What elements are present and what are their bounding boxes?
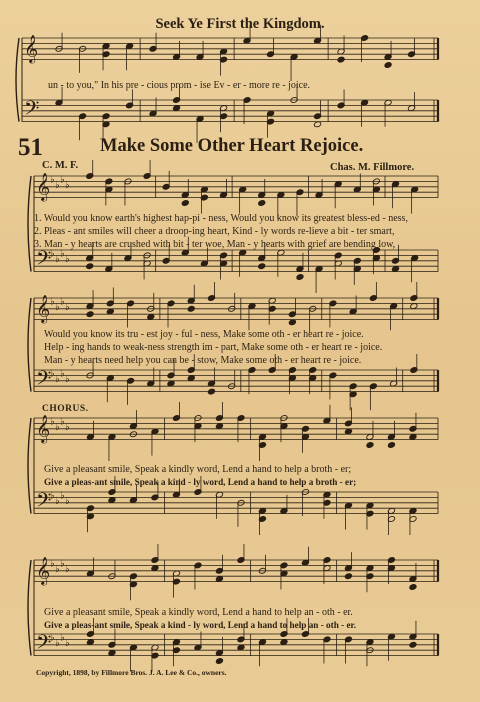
svg-text:𝄢: 𝄢 [36, 246, 52, 275]
svg-text:♭: ♭ [55, 564, 60, 576]
copyright-notice: Copyright, 1898, by Fillmore Bros. J. A. Lee & Co., owners. [36, 668, 227, 677]
svg-text:♭: ♭ [50, 368, 55, 380]
verse-line: Help - ing hands to weak-ness strength im - part, Make some oth - er heart re - joice. [44, 342, 383, 353]
svg-text:𝄢: 𝄢 [24, 96, 40, 125]
hymn-number: 51 [18, 134, 43, 161]
hymn-title: Make Some Other Heart Rejoice. [100, 136, 364, 156]
svg-text:♭: ♭ [55, 374, 60, 386]
svg-text:♭: ♭ [60, 174, 65, 186]
svg-text:♭: ♭ [50, 558, 55, 570]
svg-text:𝄢: 𝄢 [36, 488, 52, 517]
meter-label: C. M. F. [42, 160, 79, 171]
chorus-label: CHORUS. [42, 404, 89, 414]
svg-text:♭: ♭ [65, 302, 70, 314]
svg-text:♭: ♭ [65, 422, 70, 434]
chorus-line: Give a pleas-ant smile, Speak a kind - ly word, Lend a hand to help a broth - er; [44, 477, 357, 487]
svg-text:𝄞: 𝄞 [36, 172, 51, 201]
svg-text:♭: ♭ [65, 180, 70, 192]
verse-line: 3. Man - y hearts are crushed with bit - ter woe, Man - y hearts with grief are bending low, [34, 239, 396, 250]
svg-text:♭: ♭ [60, 416, 65, 428]
svg-text:♭: ♭ [55, 254, 60, 266]
svg-text:♭: ♭ [50, 174, 55, 186]
svg-text:𝄢: 𝄢 [36, 630, 52, 659]
svg-text:♭: ♭ [55, 302, 60, 314]
chorus-line: Give a pleasant smile, Speak a kindly word, Lend a hand to help a broth - er; [44, 464, 352, 475]
top-hymn-lyric: un - to you," In his pre - cious prom - ise Ev - er - more re - joice. [48, 80, 311, 91]
svg-text:♭: ♭ [65, 638, 70, 650]
svg-text:♭: ♭ [60, 296, 65, 308]
svg-text:♭: ♭ [60, 558, 65, 570]
svg-text:♭: ♭ [50, 248, 55, 260]
svg-text:♭: ♭ [50, 632, 55, 644]
svg-text:♭: ♭ [60, 490, 65, 502]
svg-text:𝄞: 𝄞 [36, 414, 51, 443]
svg-text:♭: ♭ [50, 490, 55, 502]
top-hymn-title: Seek Ye First the Kingdom. [155, 16, 325, 32]
svg-text:𝄞: 𝄞 [36, 294, 51, 323]
verse-line: 2. Pleas - ant smiles will cheer a droop-ing heart, Kind - ly words re-lieve a bit - ter smart, [34, 226, 395, 237]
svg-text:♭: ♭ [60, 248, 65, 260]
svg-text:♭: ♭ [55, 638, 60, 650]
chorus-line: Give a pleas-ant smile, Speak a kind - ly word, Lend a hand to help an - oth - er. [44, 620, 357, 630]
svg-text:♭: ♭ [65, 564, 70, 576]
svg-text:𝄞: 𝄞 [24, 34, 39, 63]
svg-text:𝄢: 𝄢 [36, 366, 52, 395]
svg-text:♭: ♭ [55, 496, 60, 508]
svg-text:♭: ♭ [55, 422, 60, 434]
svg-text:♭: ♭ [65, 496, 70, 508]
chorus-line: Give a pleasant smile, Speak a kindly word, Lend a hand to help an - oth - er. [44, 607, 353, 618]
svg-text:♭: ♭ [65, 254, 70, 266]
svg-text:♭: ♭ [50, 416, 55, 428]
svg-text:♭: ♭ [55, 180, 60, 192]
verse-line: Man - y hearts need help you can be - stow, Make some oth - er heart re - joice. [44, 355, 362, 366]
composer-label: Chas. M. Fillmore. [330, 162, 415, 173]
svg-text:♭: ♭ [65, 374, 70, 386]
verse-line: Would you know its tru - est joy - ful - ness, Make some oth - er heart re - joice. [44, 329, 364, 340]
svg-text:𝄞: 𝄞 [36, 556, 51, 585]
svg-text:♭: ♭ [50, 296, 55, 308]
svg-text:♭: ♭ [60, 632, 65, 644]
verse-line: 1. Would you know earth's highest hap-pi - ness, Would you know its greatest bless-ed - ness, [34, 213, 408, 224]
svg-text:♭: ♭ [60, 368, 65, 380]
